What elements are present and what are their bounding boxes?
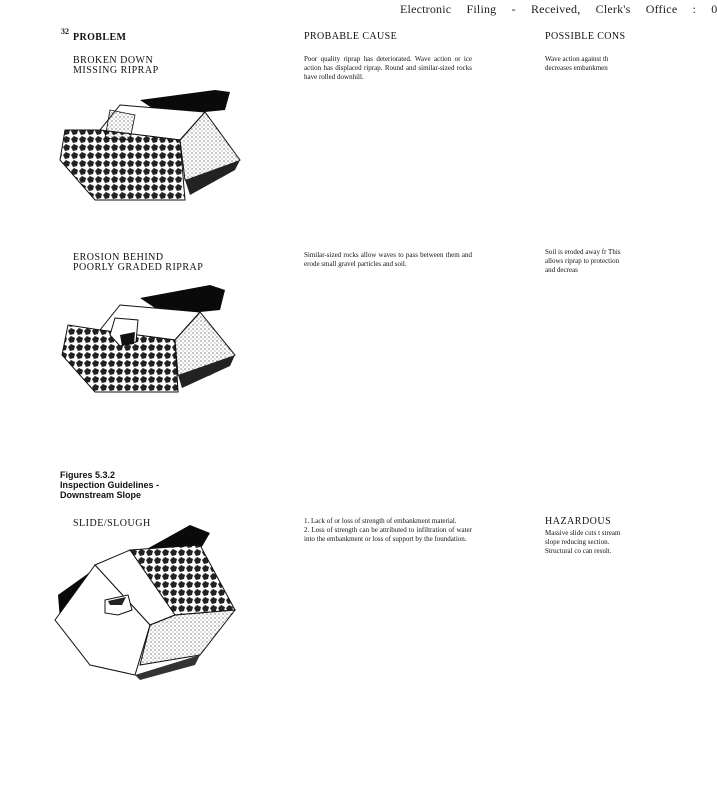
cause-text-riprap: Poor quality riprap has deteriorated. Wave action or ice action has displaced riprap. Round and similar-sized rocks have rolled downhill. [304,55,472,81]
cause-text-erosion: Similar-sized rocks allow waves to pass between them and erode small gravel particles and soil. [304,251,472,268]
consequence-text-riprap: Wave action against th decreases embankmen [545,55,609,72]
filing-header: Electronic Filing - Received, Clerk's Office : 0 [400,2,717,16]
consequence-text-slide: Massive slide cuts t stream slope reducing section. Structural co can result. [545,529,621,555]
problem-title-slide: SLIDE/SLOUGH [73,518,151,529]
cause-text-slide: 1. Lack of or loss of strength of embankment material. 2. Loss of strength can be attributed to infiltration of water into the embankment or loss of support by the foundation. [304,517,472,543]
eroded-riprap-illustration [60,280,240,395]
figure-caption: Figures 5.3.2 Inspection Guidelines - Downstream Slope [60,470,160,500]
problem-title-riprap: BROKEN DOWN MISSING RIPRAP [73,55,159,76]
consequence-text-erosion: Soil is eroded away fr This allows riprap to protection and decreas [545,248,621,274]
consequence-title-slide: HAZARDOUS [545,516,612,527]
slide-slough-illustration [50,525,240,675]
probable-cause-column-heading: PROBABLE CAUSE [304,31,398,42]
page-number: 32 [61,27,69,36]
riprap-embankment-illustration [55,80,245,200]
problem-column-heading: PROBLEM [73,32,127,43]
problem-title-erosion: EROSION BEHIND POORLY GRADED RIPRAP [73,252,204,273]
possible-consequences-column-heading: POSSIBLE CONS [545,31,626,42]
